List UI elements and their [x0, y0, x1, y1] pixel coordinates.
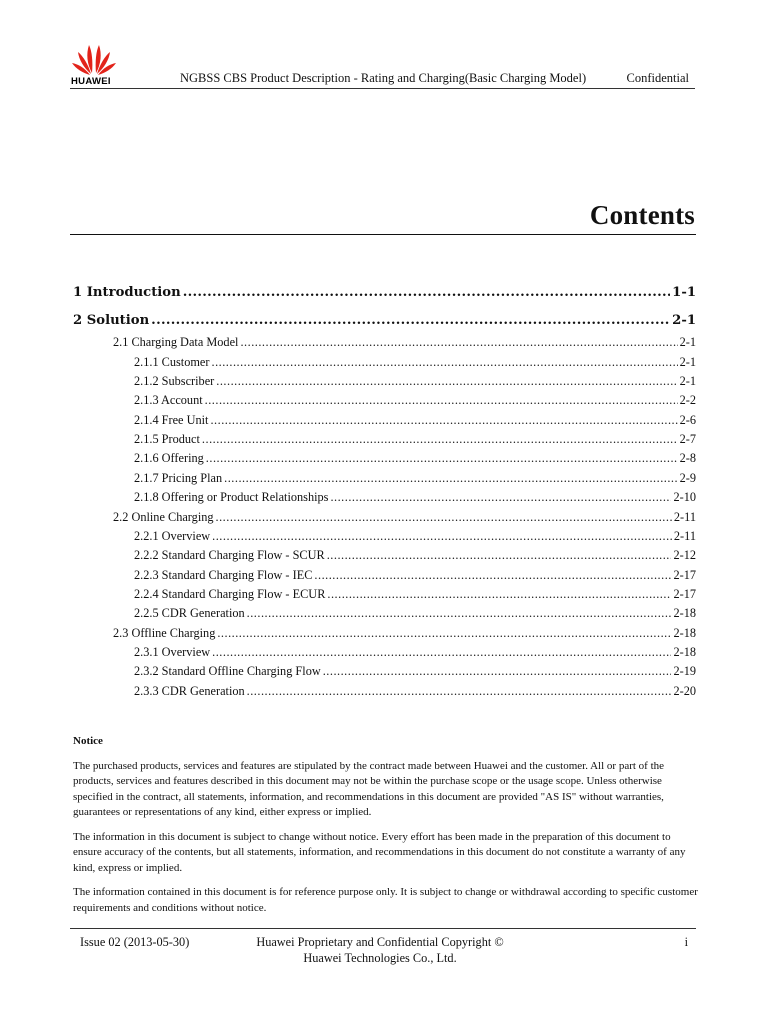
- toc-entry[interactable]: [134, 529, 696, 544]
- toc-leader-dots: [247, 684, 672, 699]
- toc-leader-dots: [183, 285, 670, 300]
- title-divider: [70, 234, 696, 235]
- notice-paragraph-2: The information in this document is subject to change without notice. Every effort has been made in the preparation of this document to ensure accuracy of the contents, but all statements, information, and recommendations in this document do not constitute a warranty of any kind, express or implied.: [73, 830, 686, 874]
- toc-leader-dots: [216, 510, 672, 525]
- toc-entry-page: 2-6: [679, 413, 696, 427]
- toc-entry[interactable]: [134, 471, 696, 486]
- toc-entry-label: 2.3.2 Standard Offline Charging Flow: [134, 664, 321, 678]
- classification-label: Confidential: [626, 71, 689, 85]
- toc-entry-label: 2.2.3 Standard Charging Flow - IEC: [134, 568, 313, 582]
- toc-entry[interactable]: [134, 432, 696, 447]
- huawei-logo-icon: [70, 42, 122, 88]
- toc-entry-page: 2-18: [673, 626, 696, 640]
- toc-entry-label: 2.1.5 Product: [134, 432, 200, 446]
- toc-entry[interactable]: [134, 393, 696, 408]
- toc-entry-page: 2-18: [673, 606, 696, 620]
- toc-entry-page: 2-18: [673, 645, 696, 659]
- toc-entry-page: 1-1: [672, 285, 696, 300]
- toc-entry-label: 2.2 Online Charging: [113, 510, 214, 524]
- huawei-petals-icon: [70, 42, 118, 76]
- toc-leader-dots: [323, 664, 672, 679]
- toc-leader-dots: [212, 355, 678, 370]
- page-title: Contents: [589, 200, 695, 230]
- toc-leader-dots: [247, 606, 672, 621]
- toc-entry[interactable]: [73, 285, 696, 300]
- toc-entry[interactable]: [113, 335, 696, 350]
- page-number: i: [684, 935, 688, 949]
- toc-entry-page: 2-7: [679, 432, 696, 446]
- toc-entry[interactable]: [134, 490, 696, 505]
- toc-entry[interactable]: [134, 568, 696, 583]
- toc-entry-page: 2-20: [673, 684, 696, 698]
- toc-entry-page: 2-12: [673, 548, 696, 562]
- toc-leader-dots: [206, 451, 678, 466]
- toc-leader-dots: [240, 335, 677, 350]
- toc-leader-dots: [327, 548, 672, 563]
- toc-leader-dots: [216, 374, 677, 389]
- notice-paragraph-3: The information contained in this document is for reference purpose only. It is subject to change or withdrawal according to specific customer requirements and conditions without notice.: [73, 886, 698, 914]
- toc-entry-label: 2.2.5 CDR Generation: [134, 606, 245, 620]
- toc-entry-label: 2.1.3 Account: [134, 393, 203, 407]
- toc-leader-dots: [212, 645, 671, 660]
- toc-entry-page: 2-11: [673, 529, 696, 543]
- toc-entry-page: 2-17: [673, 587, 696, 601]
- toc-entry-page: 2-1: [679, 355, 696, 369]
- toc-entry[interactable]: [113, 626, 696, 641]
- copyright-line-2: Huawei Technologies Co., Ltd.: [303, 950, 457, 965]
- toc-entry[interactable]: [134, 355, 696, 370]
- toc-entry[interactable]: [134, 645, 696, 660]
- toc-entry-page: 2-1: [679, 374, 696, 388]
- toc-entry-label: 2.1.7 Pricing Plan: [134, 471, 223, 485]
- toc-leader-dots: [314, 568, 671, 583]
- issue-label: Issue 02 (2013-05-30): [80, 935, 190, 949]
- toc-entry[interactable]: [134, 451, 696, 466]
- toc-entry-label: 2.1.8 Offering or Product Relationships: [134, 490, 329, 504]
- toc-entry[interactable]: [134, 374, 696, 389]
- toc-entry-label: 2.2.2 Standard Charging Flow - SCUR: [134, 548, 325, 562]
- copyright-notice: [230, 935, 530, 966]
- toc-entry-page: 2-1: [679, 335, 696, 349]
- toc-entry[interactable]: [134, 606, 696, 621]
- toc-entry-label: 2.2.1 Overview: [134, 529, 211, 543]
- toc-leader-dots: [210, 413, 677, 428]
- toc-entry-label: 2.1.6 Offering: [134, 451, 204, 465]
- toc-entry-label: 1 Introduction: [73, 285, 181, 300]
- toc-entry-page: 2-11: [673, 510, 696, 524]
- toc-entry-page: 2-1: [672, 313, 696, 328]
- toc-leader-dots: [205, 393, 678, 408]
- toc-entry-label: 2.1.2 Subscriber: [134, 374, 215, 388]
- toc-leader-dots: [330, 490, 671, 505]
- page-footer: [70, 928, 696, 969]
- toc-leader-dots: [217, 626, 671, 641]
- toc-entry[interactable]: [134, 548, 696, 563]
- toc-entry-page: 2-10: [673, 490, 696, 504]
- toc-leader-dots: [327, 587, 671, 602]
- toc-entry[interactable]: [134, 664, 696, 679]
- toc-entry-label: 2.3 Offline Charging: [113, 626, 216, 640]
- toc-entry-label: 2.1.1 Customer: [134, 355, 210, 369]
- toc-entry[interactable]: [73, 313, 696, 328]
- notice-section: [73, 734, 698, 925]
- toc-entry-page: 2-9: [679, 471, 696, 485]
- toc-entry[interactable]: [134, 587, 696, 602]
- toc-entry-page: 2-17: [673, 568, 696, 582]
- toc-entry-label: 2.2.4 Standard Charging Flow - ECUR: [134, 587, 326, 601]
- toc-entry-page: 2-19: [673, 664, 696, 678]
- toc-leader-dots: [212, 529, 672, 544]
- notice-paragraph-1: The purchased products, services and features are stipulated by the contract made between Huawei and the customer. All or part of the products, services and features described in this document may not be within the purchase scope or the usage scope. Unless otherwise specified in the contract, all statements, information, and recommendations in this document are provided "AS IS" without warranties, guarantees or representations of any kind, either express or implied.: [73, 759, 665, 818]
- toc-entry-label: 2 Solution: [73, 313, 150, 328]
- toc-leader-dots: [151, 313, 670, 328]
- toc-entry[interactable]: [134, 413, 696, 428]
- toc-entry[interactable]: [134, 684, 696, 699]
- page-header: [70, 42, 695, 89]
- document-title: NGBSS CBS Product Description - Rating and Charging(Basic Charging Model): [180, 71, 587, 85]
- toc-entry-page: 2-2: [679, 393, 696, 407]
- toc-entry-label: 2.1 Charging Data Model: [113, 335, 239, 349]
- copyright-line-1: Huawei Proprietary and Confidential Copyright ©: [256, 935, 504, 949]
- logo-wordmark: HUAWEI: [71, 76, 111, 87]
- toc-entry[interactable]: [113, 510, 696, 525]
- toc-entry-page: 2-8: [679, 451, 696, 465]
- toc-leader-dots: [224, 471, 677, 486]
- toc-entry-label: 2.3.1 Overview: [134, 645, 211, 659]
- toc-entry-label: 2.3.3 CDR Generation: [134, 684, 245, 698]
- notice-heading: Notice: [73, 735, 103, 747]
- toc-leader-dots: [202, 432, 678, 447]
- toc-entry-label: 2.1.4 Free Unit: [134, 413, 209, 427]
